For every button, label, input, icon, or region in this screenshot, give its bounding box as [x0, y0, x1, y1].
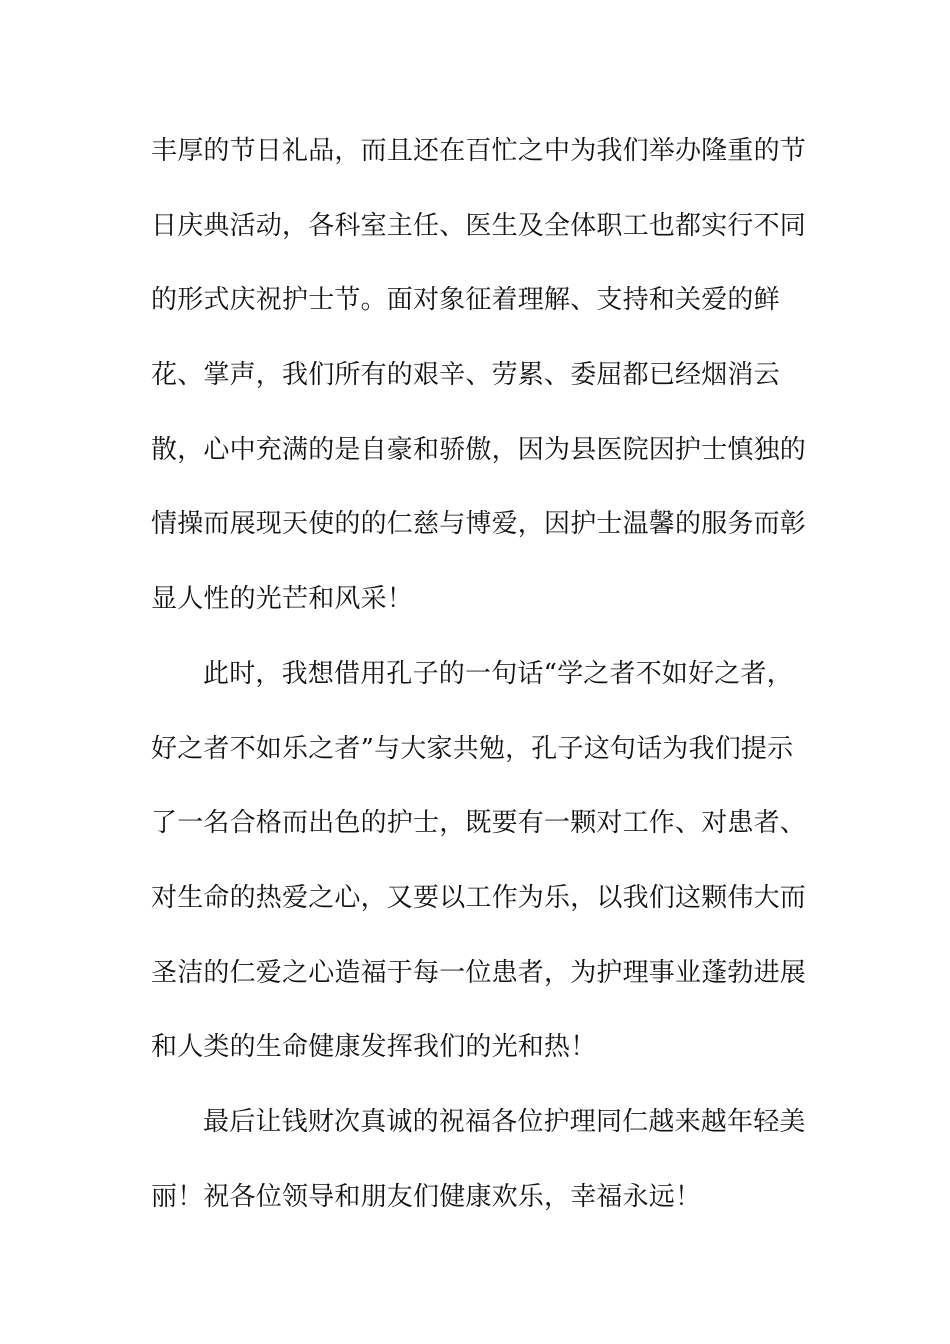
text-line: 花、掌声，我们所有的艰辛、劳累、委屈都已经烟消云 — [151, 360, 780, 391]
text-line: 情操而展现天使的的仁慈与博爱，因护士温馨的服务而彰 — [151, 509, 807, 540]
text-line: 的形式庆祝护士节。面对象征着理解、支持和关爱的鲜 — [151, 285, 780, 316]
body-text — [151, 123, 807, 1243]
text-line: 日庆典活动，各科室主任、医生及全体职工也都实行不同 — [151, 210, 807, 241]
text-line: 好之者不如乐之者”与大家共勉，孔子这句话为我们提示 — [151, 733, 794, 764]
text-line: 和人类的生命健康发挥我们的光和热！ — [151, 1032, 597, 1063]
paragraph-start-line: 此时，我想借用孔子的一句话“学之者不如好之者， — [203, 658, 793, 689]
text-line: 了一名合格而出色的护士，既要有一颗对工作、对患者、 — [151, 808, 807, 839]
text-line: 对生命的热爱之心，又要以工作为乐，以我们这颗伟大而 — [151, 882, 807, 913]
text-line: 圣洁的仁爱之心造福于每一位患者，为护理事业蓬勃进展 — [151, 957, 807, 988]
paragraph-start-line: 最后让钱财次真诚的祝福各位护理同仁越来越年轻美 — [203, 1106, 806, 1137]
text-line: 散，心中充满的是自豪和骄傲，因为县医院因护士慎独的 — [151, 434, 807, 465]
text-line: 显人性的光芒和风采！ — [151, 584, 414, 615]
text-line: 丰厚的节日礼品，而且还在百忙之中为我们举办隆重的节 — [151, 136, 807, 166]
text-line: 丽！祝各位领导和朋友们健康欢乐，幸福永远！ — [151, 1181, 702, 1212]
